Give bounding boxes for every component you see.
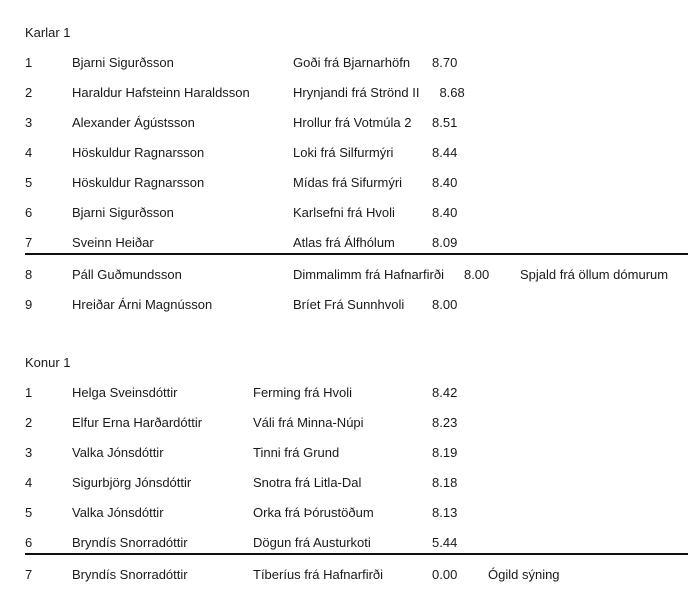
horse-name: Mídas frá Sifurmýri [293,175,403,190]
score-value: 8.13 [432,505,458,520]
rank-cell: 4 [25,145,33,160]
results-rows [25,378,688,590]
rider-name: Bjarni Sigurðsson [72,205,174,220]
score-value: 8.23 [432,415,458,430]
rank-cell: 1 [25,55,33,70]
score-value: 8.40 [432,175,458,190]
section-title: Karlar 1 [25,25,71,40]
score-value: 0.00 [432,567,458,582]
horse-name: Karlsefni frá Hvoli [293,205,395,220]
horse-name: Dögun frá Austurkoti [253,535,371,550]
note-text: Spjald frá öllum dómurum [519,267,669,282]
note-text: Ógild sýning [488,567,560,582]
rank-cell: 9 [25,297,33,312]
rider-name: Bjarni Sigurðsson [72,55,174,70]
horse-name: Hrynjandi frá Strönd II [293,85,420,100]
horse-name: Snotra frá Litla-Dal [253,475,362,490]
rider-name: Höskuldur Ragnarsson [72,175,205,190]
rank-cell: 5 [25,505,33,520]
table-row [25,48,688,78]
table-row [25,138,688,168]
horse-name: Goði frá Bjarnarhöfn [293,55,411,70]
horse-name: Bríet Frá Sunnhvoli [293,297,405,312]
score-value: 8.00 [432,297,458,312]
rider-name: Bryndís Snorradóttir [72,567,188,582]
rank-cell: 3 [25,445,33,460]
rank-cell: 4 [25,475,33,490]
table-row [25,498,688,528]
score-value: 8.44 [432,145,458,160]
score-value: 8.51 [432,115,458,130]
cutoff-divider [25,253,688,255]
score-value: 8.00 [463,267,490,282]
table-row [25,260,688,290]
score-value: 8.68 [439,85,465,100]
table-row [25,78,688,108]
score-value: 8.19 [432,445,458,460]
table-row [25,468,688,498]
horse-name: Ferming frá Hvoli [253,385,352,400]
rank-cell: 6 [25,535,33,550]
table-row [25,560,688,590]
section-karlar-1 [25,26,688,320]
results-rows [25,48,688,320]
horse-name: Dimmalimm frá Hafnarfirði [293,267,444,282]
rider-name: Valka Jónsdóttir [72,505,164,520]
rider-name: Sigurbjörg Jónsdóttir [72,475,192,490]
horse-name: Váli frá Minna-Núpi [253,415,364,430]
score-value: 8.18 [432,475,458,490]
table-row [25,378,688,408]
score-value: 5.44 [432,535,458,550]
horse-name: Hrollur frá Votmúla 2 [293,115,412,130]
cutoff-divider [25,553,688,555]
rider-name: Helga Sveinsdóttir [72,385,178,400]
score-value: 8.42 [432,385,458,400]
horse-name: Tíberíus frá Hafnarfirði [253,567,384,582]
table-row [25,290,688,320]
score-value: 8.70 [432,55,458,70]
score-value: 8.40 [432,205,458,220]
horse-name: Tinni frá Grund [253,445,340,460]
table-row [25,198,688,228]
horse-name: Loki frá Silfurmýri [293,145,394,160]
table-row [25,408,688,438]
rider-name: Elfur Erna Harðardóttir [72,415,203,430]
rider-name: Valka Jónsdóttir [72,445,164,460]
section-title: Konur 1 [25,355,71,370]
section-konur-1 [25,356,688,590]
rank-cell: 7 [25,567,33,582]
table-row [25,108,688,138]
horse-name: Atlas frá Álfhólum [293,235,395,250]
rider-name: Páll Guðmundsson [72,267,182,282]
rider-name: Haraldur Hafsteinn Haraldsson [72,85,250,100]
rank-cell: 2 [25,85,33,100]
rank-cell: 7 [25,235,33,250]
rank-cell: 8 [25,267,33,282]
rank-cell: 5 [25,175,33,190]
score-value: 8.09 [432,235,458,250]
rider-name: Sveinn Heiðar [72,235,154,250]
rank-cell: 3 [25,115,33,130]
table-row [25,168,688,198]
rider-name: Bryndís Snorradóttir [72,535,188,550]
rank-cell: 1 [25,385,33,400]
rank-cell: 2 [25,415,33,430]
table-row [25,438,688,468]
rider-name: Alexander Ágústsson [72,115,195,130]
rider-name: Höskuldur Ragnarsson [72,145,205,160]
rank-cell: 6 [25,205,33,220]
rider-name: Hreiðar Árni Magnússon [72,297,213,312]
horse-name: Orka frá Þórustöðum [253,505,374,520]
